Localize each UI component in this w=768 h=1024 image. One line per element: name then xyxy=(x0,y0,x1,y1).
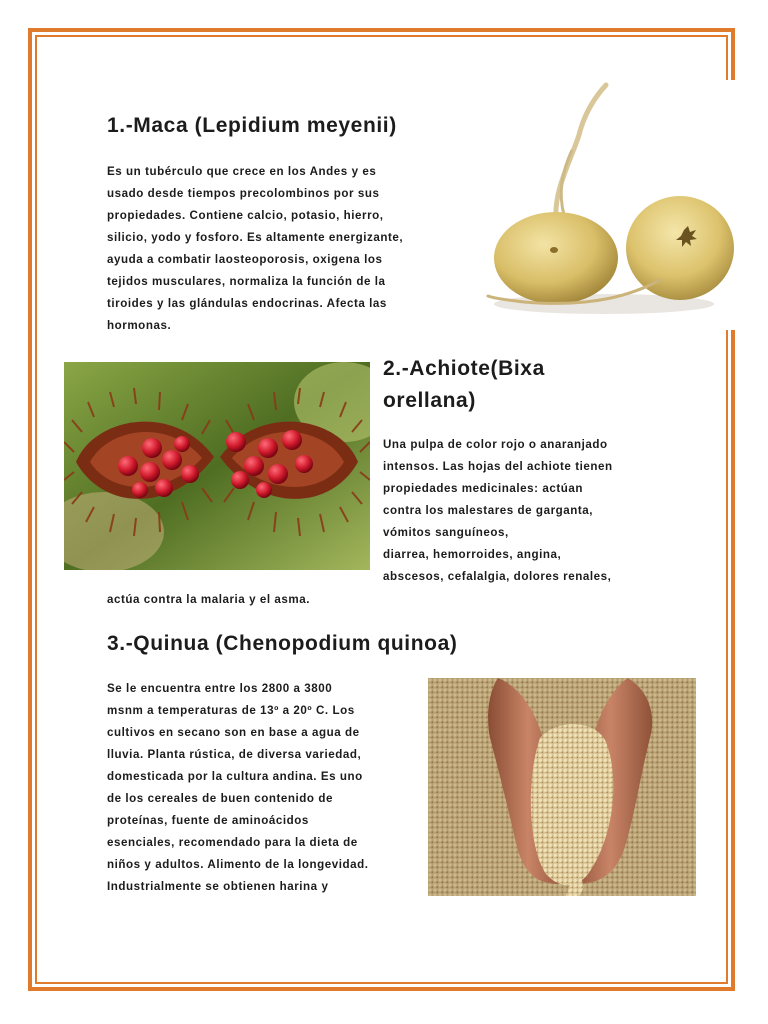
maca-paragraph xyxy=(107,161,403,337)
quinoa-hands-photo xyxy=(428,678,696,896)
achiote-heading-line: orellana) xyxy=(383,389,476,412)
achiote-paragraph xyxy=(383,434,613,588)
text-line: esenciales, recomendado para la dieta de xyxy=(107,836,358,849)
quinua-paragraph xyxy=(107,678,369,898)
achiote-pod-photo xyxy=(64,362,370,570)
text-line: tiroides y las glándulas endocrinas. Afecta las xyxy=(107,297,387,310)
text-line: vómitos sanguíneos, xyxy=(383,526,509,539)
text-line: Industrialmente se obtienen harina y xyxy=(107,880,329,893)
text-line: intensos. Las hojas del achiote tienen xyxy=(383,460,613,473)
text-line: diarrea, hemorroides, angina, xyxy=(383,548,562,561)
text-line: msnm a temperaturas de 13º a 20º C. Los xyxy=(107,704,355,717)
text-line: Se le encuentra entre los 2800 a 3800 xyxy=(107,682,333,695)
text-line: propiedades. Contiene calcio, potasio, hierro, xyxy=(107,209,384,222)
achiote-paragraph-continuation xyxy=(107,589,310,611)
text-line: cultivos en secano son en base a agua de xyxy=(107,726,360,739)
text-line: tejidos musculares, normaliza la función de la xyxy=(107,275,386,288)
text-line: hormonas. xyxy=(107,319,172,332)
quinua-heading: 3.-Quinua (Chenopodium quinoa) xyxy=(107,632,458,655)
text-line: abscesos, cefalalgia, dolores renales, xyxy=(383,570,612,583)
text-line: contra los malestares de garganta, xyxy=(383,504,594,517)
text-line: de los cereales de buen contenido de xyxy=(107,792,333,805)
text-line: actúa contra la malaria y el asma. xyxy=(107,593,311,606)
maca-root-photo xyxy=(484,80,742,330)
text-line: ayuda a combatir laosteoporosis, oxigena los xyxy=(107,253,383,266)
text-line: lluvia. Planta rústica, de diversa variedad, xyxy=(107,748,362,761)
text-line: niños y adultos. Alimento de la longevidad. xyxy=(107,858,369,871)
text-line: Una pulpa de color rojo o anaranjado xyxy=(383,438,608,451)
text-line: proteínas, fuente de aminoácidos xyxy=(107,814,309,827)
text-line: silicio, yodo y fosforo. Es altamente energizante, xyxy=(107,231,404,244)
achiote-heading-line: 2.-Achiote(Bixa xyxy=(383,357,545,380)
maca-heading: 1.-Maca (Lepidium meyenii) xyxy=(107,114,397,137)
text-line: propiedades medicinales: actúan xyxy=(383,482,584,495)
achiote-heading xyxy=(383,353,545,417)
text-line: Es un tubérculo que crece en los Andes y es xyxy=(107,165,377,178)
text-line: domesticada por la cultura andina. Es uno xyxy=(107,770,363,783)
text-line: usado desde tiempos precolombinos por sus xyxy=(107,187,380,200)
